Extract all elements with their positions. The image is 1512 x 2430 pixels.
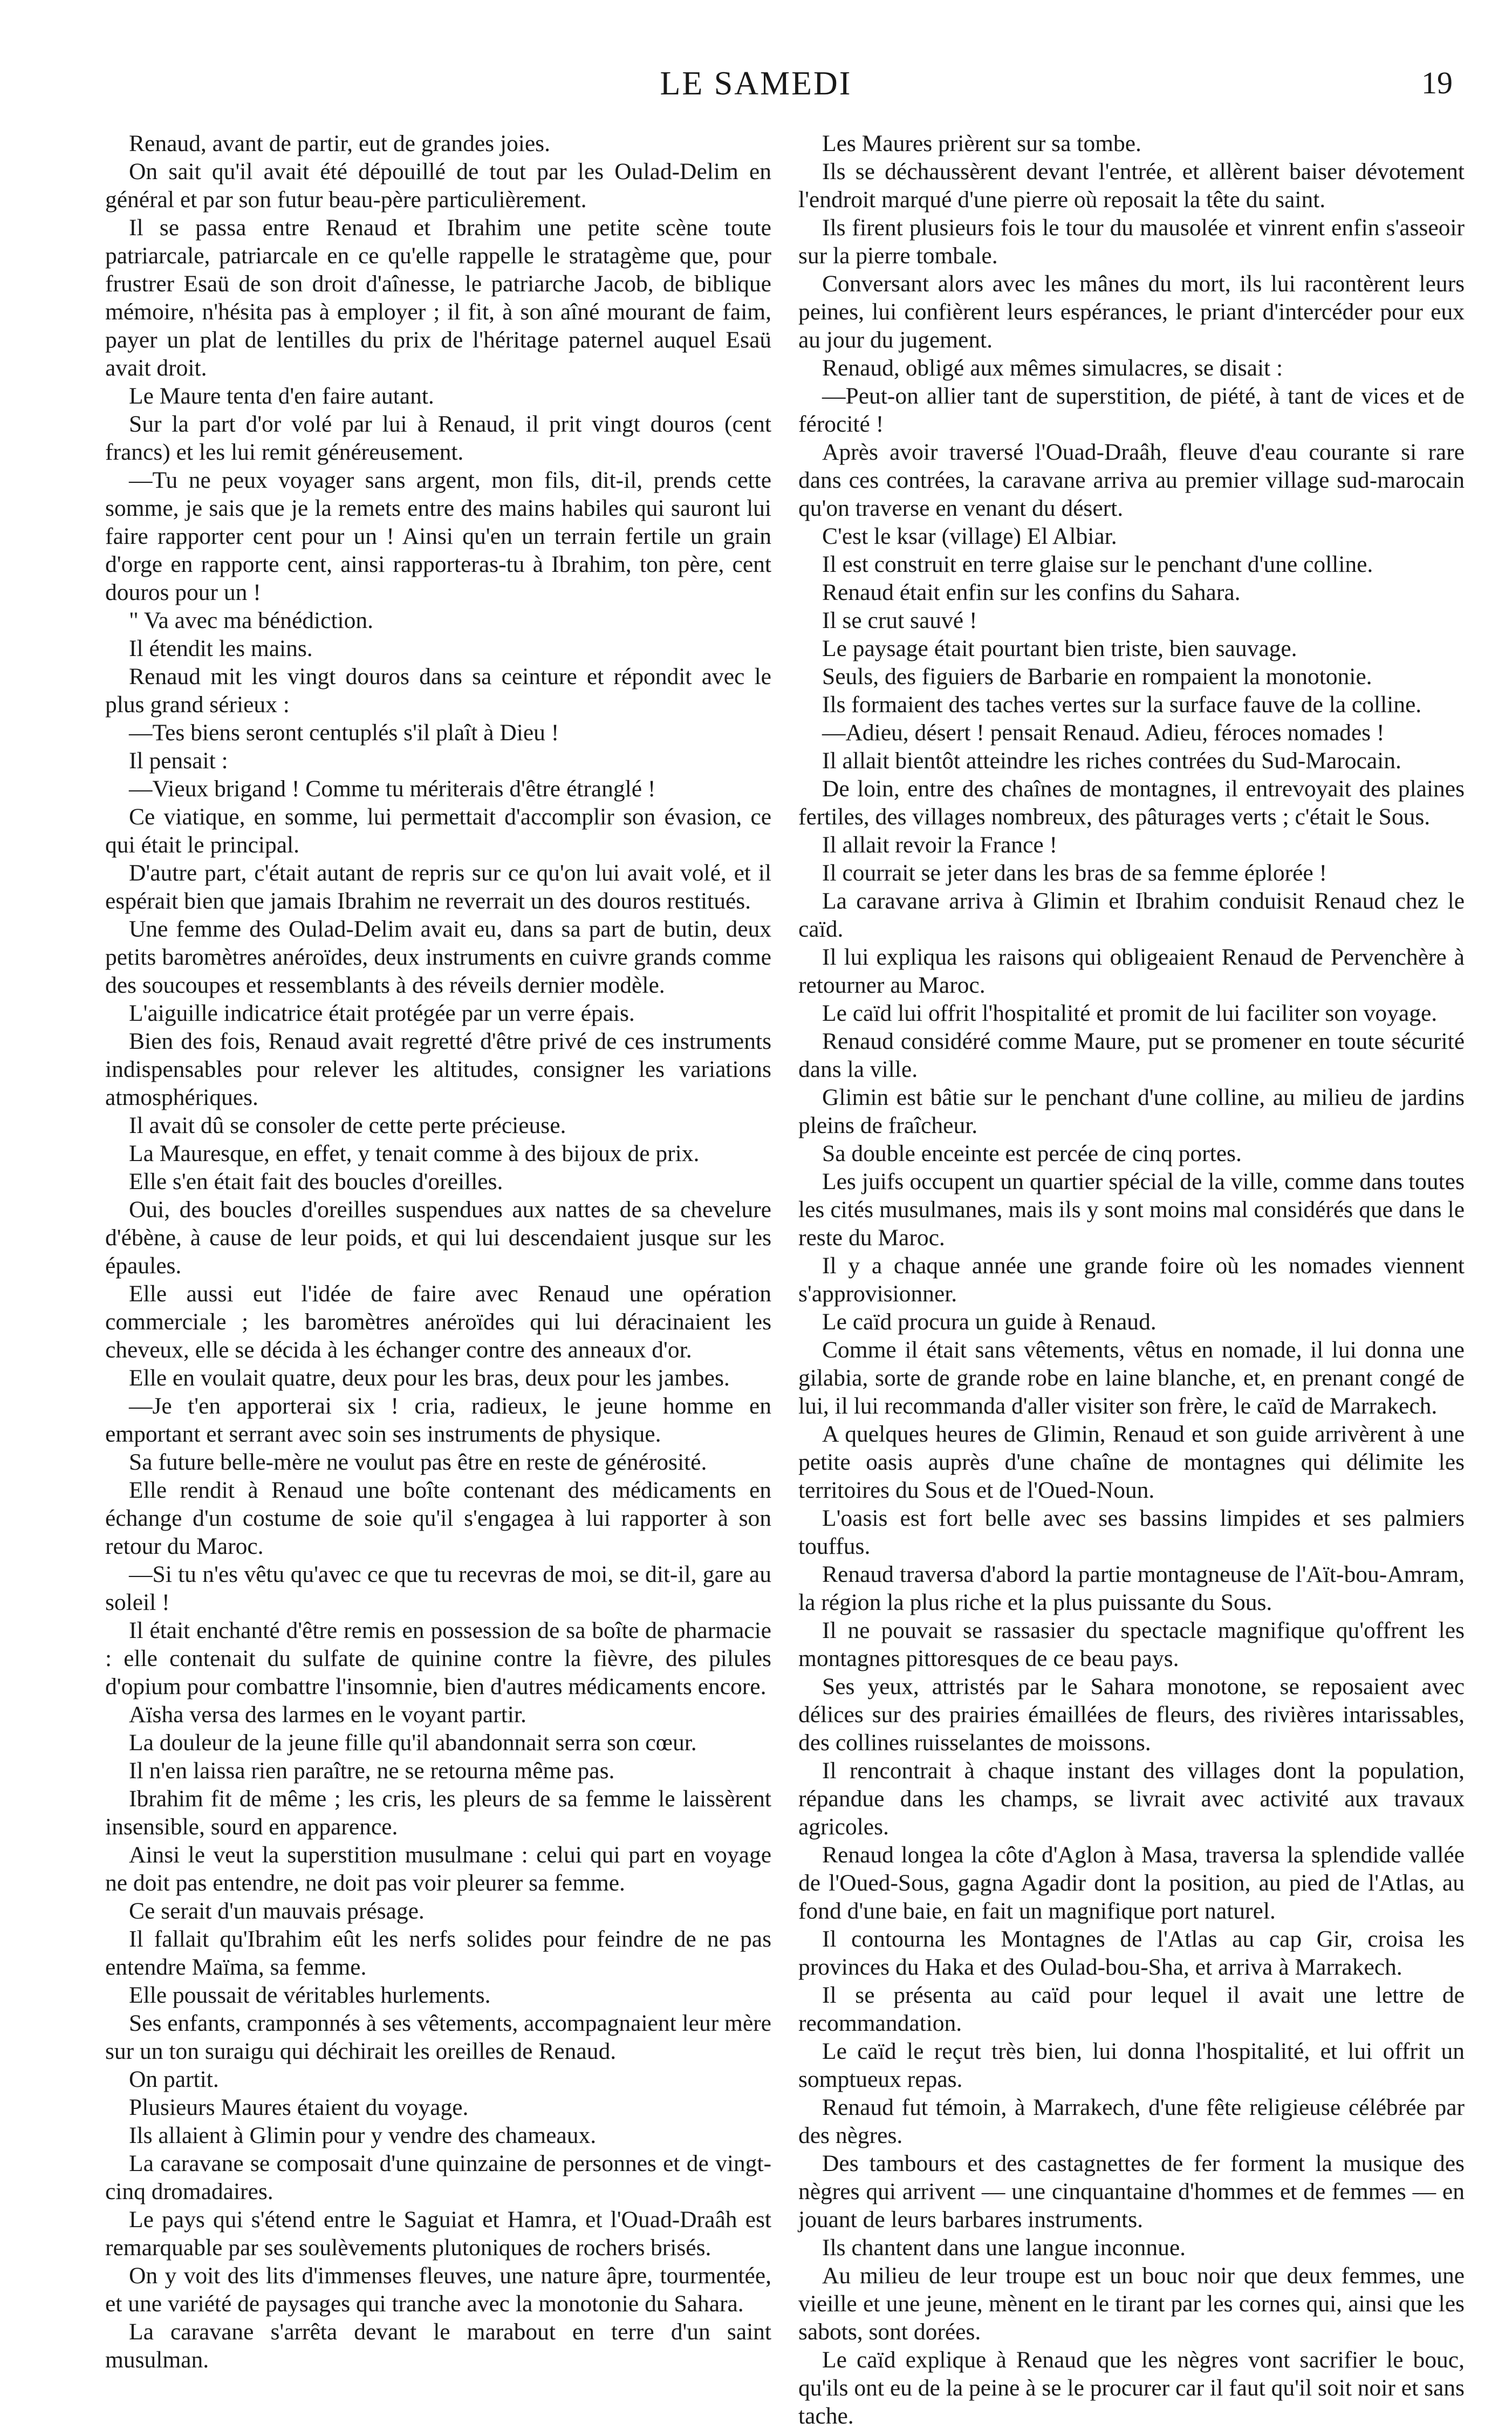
paragraph: Ses enfants, cramponnés à ses vêtements, accompagnaient leur mère sur un ton suraigu qui déchirait les oreilles de Renaud.: [105, 2010, 771, 2064]
paragraph: —Peut-on allier tant de superstition, de piété, à tant de vices et de férocité !: [798, 383, 1465, 437]
paragraph: Glimin est bâtie sur le penchant d'une colline, au milieu de jardins pleins de fraîcheur.: [798, 1084, 1465, 1138]
paragraph: La caravane s'arrêta devant le marabout en terre d'un saint musulman.: [105, 2319, 771, 2373]
paragraph: —Tes biens seront centuplés s'il plaît à Dieu !: [129, 720, 559, 746]
paragraph: Renaud traversa d'abord la partie montagneuse de l'Aït-bou-Amram, la région la plus riche et la plus puissante du Sous.: [798, 1561, 1465, 1615]
paragraph: La Mauresque, en effet, y tenait comme à des bijoux de prix.: [129, 1141, 700, 1166]
paragraph: —Tu ne peux voyager sans argent, mon fils, dit-il, prends cette somme, je sais que je la remets entre des mains habiles qui sauront lui faire rapporter cent pour un ! Ainsi qu'en un terrain fertile un grain d'orge en rapporte cent, ainsi rapporteras-tu à Ibrahim, ton père, cent douros pour un !: [105, 467, 771, 605]
paragraph: La douleur de la jeune fille qu'il abandonnait serra son cœur.: [129, 1730, 697, 1756]
paragraph: Il allait bientôt atteindre les riches contrées du Sud-Marocain.: [822, 748, 1401, 774]
paragraph: Ils allaient à Glimin pour y vendre des chameaux.: [129, 2122, 597, 2148]
paragraph: Il se présenta au caïd pour lequel il avait une lettre de recommandation.: [798, 1982, 1465, 2036]
paragraph: —Si tu n'es vêtu qu'avec ce que tu recevras de moi, se dit-il, gare au soleil !: [105, 1561, 771, 1615]
paragraph: Il lui expliqua les raisons qui obligeaient Renaud de Pervenchère à retourner au Maroc.: [798, 944, 1465, 998]
paragraph: Ce serait d'un mauvais présage.: [129, 1898, 425, 1924]
paragraph: Sa future belle-mère ne voulut pas être en reste de générosité.: [129, 1449, 707, 1475]
paragraph: Il se passa entre Renaud et Ibrahim une petite scène toute patriarcale, patriarcale en ce qu'elle rappelle le stratagème que, pour frustrer Esaü de son droit d'aînesse, le patriarche Jacob, de biblique mémoire, n'hésita pas à employer ; il fit, à son aîné mourant de faim, payer un plat de lentilles du prix de l'héritage paternel auquel Esaü avait droit.: [105, 215, 771, 381]
paragraph: Il étendit les mains.: [129, 636, 313, 661]
paragraph: Ils formaient des taches vertes sur la surface fauve de la colline.: [822, 692, 1422, 718]
paragraph: Renaud longea la côte d'Aglon à Masa, traversa la splendide vallée de l'Oued-Sous, gagna Agadir dont la position, au pied de l'Atlas, au fond d'une baie, en fait un magnifique port naturel.: [798, 1842, 1465, 1924]
paragraph: Il n'en laissa rien paraître, ne se retourna même pas.: [129, 1758, 615, 1784]
paragraph: Ils firent plusieurs fois le tour du mausolée et vinrent enfin s'asseoir sur la pierre tombale.: [798, 215, 1465, 269]
paragraph: A quelques heures de Glimin, Renaud et son guide arrivèrent à une petite oasis auprès d'une chaîne de montagnes qui délimite les territoires du Sous et de l'Oued-Noun.: [798, 1421, 1465, 1503]
paragraph: Elle rendit à Renaud une boîte contenant des médicaments en échange d'un costume de soie qu'il s'engagea à lui rapporter à son retour du Maroc.: [105, 1477, 771, 1559]
paragraph: Une femme des Oulad-Delim avait eu, dans sa part de butin, deux petits baromètres anéroïdes, deux instruments en cuivre grands comme des soucoupes et ressemblants à des réveils dernier modèle.: [105, 916, 771, 998]
paragraph: Ils se déchaussèrent devant l'entrée, et allèrent baiser dévotement l'endroit marqué d'une pierre où reposait la tête du saint.: [798, 159, 1465, 213]
paragraph: Elle aussi eut l'idée de faire avec Renaud une opération commerciale ; les baromètres anéroïdes qui lui déracinaient les cheveux, elle se décida à les échanger contre des anneaux d'or.: [105, 1281, 771, 1363]
paragraph: Il avait dû se consoler de cette perte précieuse.: [129, 1112, 566, 1138]
paragraph: Elle s'en était fait des boucles d'oreilles.: [129, 1169, 503, 1194]
paragraph: Renaud considéré comme Maure, put se promener en toute sécurité dans la ville.: [798, 1028, 1465, 1082]
paragraph: Les juifs occupent un quartier spécial de la ville, comme dans toutes les cités musulmanes, mais ils y sont moins mal considérés que dans le reste du Maroc.: [798, 1169, 1465, 1251]
paragraph: Il pensait :: [129, 748, 228, 774]
paragraph: Il ne pouvait se rassasier du spectacle magnifique qu'offrent les montagnes pittoresques de ce beau pays.: [798, 1617, 1465, 1671]
paragraph: Renaud mit les vingt douros dans sa ceinture et répondit avec le plus grand sérieux :: [105, 664, 771, 718]
left-column: [105, 129, 771, 2373]
paragraph: —Vieux brigand ! Comme tu mériterais d'être étranglé !: [129, 776, 656, 802]
paragraph: On y voit des lits d'immenses fleuves, une nature âpre, tourmentée, et une variété de paysages qui tranche avec la monotonie du Sahara.: [105, 2263, 771, 2317]
paragraph: Ce viatique, en somme, lui permettait d'accomplir son évasion, ce qui était le principal.: [105, 804, 771, 858]
paragraph: Sur la part d'or volé par lui à Renaud, il prit vingt douros (cent francs) et les lui remit généreusement.: [105, 411, 771, 465]
paragraph: —Je t'en apporterai six ! cria, radieux, le jeune homme en emportant et serrant avec soin ses instruments de physique.: [105, 1393, 771, 1447]
paragraph: Il fallait qu'Ibrahim eût les nerfs solides pour feindre de ne pas entendre Maïma, sa femme.: [105, 1926, 771, 1980]
paragraph: D'autre part, c'était autant de repris sur ce qu'on lui avait volé, et il espérait bien que jamais Ibrahim ne reverrait un des douros restitués.: [105, 860, 771, 914]
paragraph: Il est construit en terre glaise sur le penchant d'une colline.: [822, 551, 1373, 577]
paragraph: Au milieu de leur troupe est un bouc noir que deux femmes, une vieille et une jeune, mènent en le tirant par les cornes qui, ainsi que les sabots, sont dorées.: [798, 2263, 1465, 2345]
page-number: 19: [1421, 65, 1453, 100]
paragraph: On partit.: [129, 2066, 219, 2092]
paragraph: Conversant alors avec les mânes du mort, ils lui racontèrent leurs peines, lui confièrent leurs espérances, le priant d'intercéder pour eux au jour du jugement.: [798, 271, 1465, 353]
paragraph: Il se crut sauvé !: [822, 608, 977, 633]
paragraph: Oui, des boucles d'oreilles suspendues aux nattes de sa chevelure d'ébène, à cause de leur poids, et qui lui descendaient jusque sur les épaules.: [105, 1197, 771, 1279]
paragraph: La caravane arriva à Glimin et Ibrahim conduisit Renaud chez le caïd.: [798, 888, 1465, 942]
paragraph: Renaud, obligé aux mêmes simulacres, se disait :: [822, 355, 1283, 381]
paragraph: —Adieu, désert ! pensait Renaud. Adieu, féroces nomades !: [822, 720, 1385, 746]
paragraph: Plusieurs Maures étaient du voyage.: [129, 2094, 469, 2120]
paragraph: Ils chantent dans une langue inconnue.: [822, 2235, 1186, 2261]
paragraph: Bien des fois, Renaud avait regretté d'être privé de ces instruments indispensables pour relever les altitudes, consigner les variations atmosphériques.: [105, 1028, 771, 1110]
paragraph: Le caïd explique à Renaud que les nègres vont sacrifier le bouc, qu'ils ont eu de la peine à se le procurer car il faut qu'il soit noir et sans tache.: [798, 2347, 1465, 2429]
paragraph: Il rencontrait à chaque instant des villages dont la population, répandue dans les champs, se livrait avec activité aux travaux agricoles.: [798, 1758, 1465, 1840]
paragraph: Le caïd le reçut très bien, lui donna l'hospitalité, et lui offrit un somptueux repas.: [798, 2038, 1465, 2092]
paragraph: Le Maure tenta d'en faire autant.: [129, 383, 434, 409]
paragraph: Elle poussait de véritables hurlements.: [129, 1982, 491, 2008]
paragraph: Le caïd procura un guide à Renaud.: [822, 1309, 1157, 1335]
paragraph: Ibrahim fit de même ; les cris, les pleurs de sa femme le laissèrent insensible, sourd en apparence.: [105, 1786, 771, 1840]
paragraph: Ainsi le veut la superstition musulmane : celui qui part en voyage ne doit pas entendre, ne doit pas voir pleurer sa femme.: [105, 1842, 771, 1896]
paragraph: Sa double enceinte est percée de cinq portes.: [822, 1141, 1242, 1166]
paragraph: Il contourna les Montagnes de l'Atlas au cap Gir, croisa les provinces du Haka et des Oulad-bou-Sha, et arriva à Marrakech.: [798, 1926, 1465, 1980]
paragraph: Renaud, avant de partir, eut de grandes joies.: [129, 131, 550, 156]
paragraph: Le paysage était pourtant bien triste, bien sauvage.: [822, 636, 1297, 661]
paragraph: Il était enchanté d'être remis en possession de sa boîte de pharmacie : elle contenait du sulfate de quinine contre la fièvre, des pilules d'opium pour combattre l'insomnie, bien d'autres médicaments encore.: [105, 1617, 771, 1699]
paragraph: Le caïd lui offrit l'hospitalité et promit de lui faciliter son voyage.: [822, 1000, 1438, 1026]
paragraph: On sait qu'il avait été dépouillé de tout par les Oulad-Delim en général et par son futur beau-père particulièrement.: [105, 159, 771, 213]
paragraph: Aïsha versa des larmes en le voyant partir.: [129, 1702, 526, 1728]
paragraph: Seuls, des figuiers de Barbarie en rompaient la monotonie.: [822, 664, 1372, 690]
publication-title: LE SAMEDI: [660, 65, 852, 102]
paragraph: Comme il était sans vêtements, vêtus en nomade, il lui donna une gilabia, sorte de grande robe en laine blanche, et, en prenant congé de lui, il lui recommanda d'aller visiter son frère, le caïd de Marrakech.: [798, 1337, 1465, 1419]
paragraph: Le pays qui s'étend entre le Saguiat et Hamra, et l'Ouad-Draâh est remarquable par ses soulèvements plutoniques de rochers brisés.: [105, 2207, 771, 2261]
paragraph: Elle en voulait quatre, deux pour les bras, deux pour les jambes.: [129, 1365, 730, 1391]
paragraph: Des tambours et des castagnettes de fer forment la musique des nègres qui arrivent — une cinquantaine d'hommes et de femmes — en jouant de leurs barbares instruments.: [798, 2151, 1465, 2233]
paragraph: De loin, entre des chaînes de montagnes, il entrevoyait des plaines fertiles, des villages nombreux, des pâturages verts ; c'était le Sous.: [798, 776, 1465, 830]
paragraph: Ses yeux, attristés par le Sahara monotone, se reposaient avec délices sur des prairies émaillées de fleurs, des rivières intarissables, des collines ruisselantes de moissons.: [798, 1674, 1465, 1756]
paragraph: La caravane se composait d'une quinzaine de personnes et de vingt-cinq dromadaires.: [105, 2151, 771, 2204]
paragraph: Après avoir traversé l'Ouad-Draâh, fleuve d'eau courante si rare dans ces contrées, la caravane arriva au premier village sud-marocain qu'on traverse en venant du désert.: [798, 439, 1465, 521]
paragraph: Renaud fut témoin, à Marrakech, d'une fête religieuse célébrée par des nègres.: [798, 2094, 1465, 2148]
paragraph: Il courrait se jeter dans les bras de sa femme éplorée !: [822, 860, 1328, 886]
paragraph: L'aiguille indicatrice était protégée par un verre épais.: [129, 1000, 635, 1026]
paragraph: " Va avec ma bénédiction.: [129, 608, 373, 633]
paragraph: L'oasis est fort belle avec ses bassins limpides et ses palmiers touffus.: [798, 1505, 1465, 1559]
paragraph: Il allait revoir la France !: [822, 832, 1057, 858]
page-header: [0, 65, 1512, 113]
right-column: [798, 129, 1465, 2429]
paragraph: C'est le ksar (village) El Albiar.: [822, 523, 1117, 549]
paragraph: Il y a chaque année une grande foire où les nomades viennent s'approvisionner.: [798, 1253, 1465, 1307]
paragraph: Renaud était enfin sur les confins du Sahara.: [822, 579, 1241, 605]
paragraph: Les Maures prièrent sur sa tombe.: [822, 131, 1141, 156]
